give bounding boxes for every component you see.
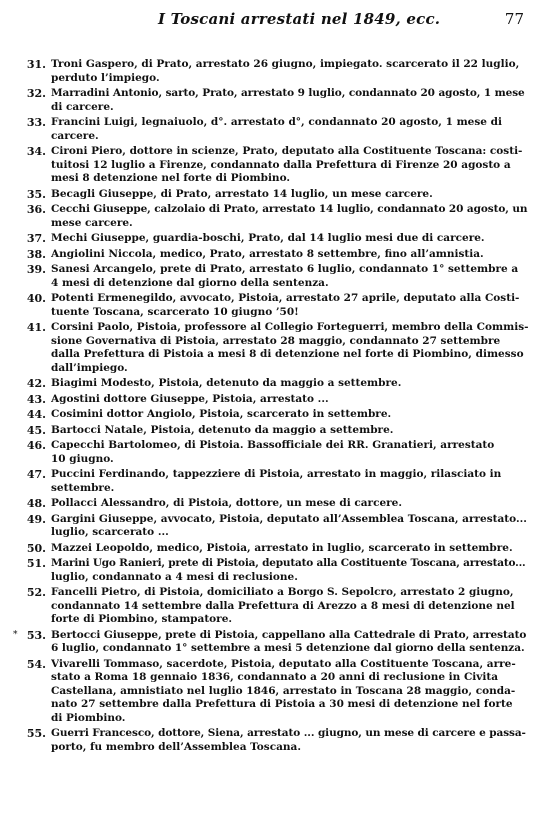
- page-number: 77: [504, 10, 524, 28]
- entry-line: Bartocci Natale, Pistoia, detenuto da maggio a settembre.: [51, 423, 394, 436]
- entry-line: di Piombino.: [51, 711, 126, 724]
- entry-line: Francini Luigi, legnaiuolo, d°. arrestato d°, condannato 20 agosto, 1 mese di: [51, 116, 502, 128]
- entry-line: Puccini Ferdinando, tappezziere di Pistoia, arrestato in maggio, rilasciato in: [51, 468, 502, 480]
- entry-line: Marini Ugo Ranieri, prete di Pistoia, deputato alla Costituente Toscana, arrestato...: [51, 557, 526, 569]
- entry-line: nato 27 settembre dalla Prefettura di Pistoia a 30 mesi di detenzione nel forte: [51, 698, 513, 710]
- entry-line: Marradini Antonio, sarto, Prato, arrestato 9 luglio, condannato 20 agosto, 1 mese: [51, 87, 525, 99]
- entry-number: 31.: [26, 58, 46, 71]
- entry-line: di carcere.: [51, 100, 114, 113]
- entry-line: mese carcere.: [51, 216, 133, 229]
- entry-number: 44.: [26, 408, 46, 421]
- entry-number: 37.: [26, 232, 46, 245]
- entry-number: 53.: [26, 628, 46, 642]
- entry-text: [51, 727, 528, 754]
- list-item: [0, 203, 550, 230]
- entry-line: Guerri Francesco, dottore, Siena, arrestato ... giugno, un mese di carcere e passa-: [51, 727, 526, 739]
- running-head: I Toscani arrestati nel 1849, ecc.: [158, 10, 441, 28]
- entry-text: [51, 542, 528, 556]
- entry-number: 54.: [26, 657, 46, 671]
- entry-line: dalla Prefettura di Pistoia a mesi 8 di detenzione nel forte di Piombino, dimesso: [51, 348, 524, 360]
- entry-line: Mazzei Leopoldo, medico, Pistoia, arrestato in luglio, scarcerato in settembre.: [51, 541, 513, 554]
- entry-line: 6 luglio, condannato 1° settembre a mesi 5 detenzione dal giorno della sentenza.: [51, 642, 525, 654]
- entry-line: Castellana, amnistiato nel luglio 1846, arrestato in Toscana 28 maggio, conda-: [51, 684, 516, 697]
- list-item: [0, 557, 550, 584]
- list-item: [0, 497, 550, 511]
- entry-number: 33.: [26, 116, 46, 129]
- list-item: [0, 321, 550, 375]
- entry-line: condannato 14 settembre dalla Prefettura di Arezzo a 8 mesi di detenzione nel: [51, 599, 515, 612]
- entry-line: porto, fu membro dell’Assemblea Toscana.: [51, 740, 301, 753]
- entry-line: Sanesi Arcangelo, prete di Prato, arrestato 6 luglio, condannato 1° settembre a: [51, 263, 519, 275]
- entry-number: 42.: [26, 377, 46, 390]
- list-item: [0, 377, 550, 391]
- entry-line: Bertocci Giuseppe, prete di Pistoia, cappellano alla Cattedrale di Prato, arrestato: [51, 628, 527, 641]
- entry-text: [51, 145, 528, 186]
- entry-text: [51, 188, 528, 202]
- entry-line: Becagli Giuseppe, di Prato, arrestato 14 luglio, un mese carcere.: [51, 187, 433, 200]
- list-item: [0, 468, 550, 495]
- entry-number: 40.: [26, 292, 46, 305]
- entry-number: 45.: [26, 423, 46, 437]
- list-item: [0, 586, 550, 627]
- list-item: [0, 116, 550, 143]
- entry-number: 50.: [26, 541, 46, 555]
- entry-line: luglio, scarcerato ...: [51, 526, 169, 538]
- entry-text: [51, 232, 528, 246]
- list-item: [0, 188, 550, 202]
- entry-number: 48.: [26, 497, 46, 510]
- entry-line: Fancelli Pietro, di Pistoia, domiciliato a Borgo S. Sepolcro, arrestato 2 giugno,: [51, 586, 514, 598]
- entry-text: [51, 292, 528, 319]
- entry-text: [51, 557, 528, 584]
- entry-line: 4 mesi di detenzione dal giorno della sentenza.: [51, 276, 329, 289]
- entry-line: mesi 8 detenzione nel forte di Piombino.: [51, 172, 291, 184]
- entry-line: Biagimi Modesto, Pistoia, detenuto da maggio a settembre.: [51, 377, 402, 389]
- list-item: [0, 248, 550, 262]
- list-item: [0, 232, 550, 246]
- entry-line: Potenti Ermenegildo, avvocato, Pistoia, arrestato 27 aprile, deputato alla Costi-: [51, 292, 520, 304]
- list-item: [0, 542, 550, 556]
- entry-text: [51, 439, 528, 466]
- entry-number: 32.: [26, 87, 46, 100]
- entry-line: tuitosi 12 luglio a Firenze, condannato dalla Prefettura di Firenze 20 agosto a: [51, 158, 511, 171]
- entry-line: perduto l’impiego.: [51, 71, 160, 84]
- entry-number: 47.: [26, 468, 46, 481]
- list-item: [0, 263, 550, 290]
- entry-text: [51, 629, 528, 656]
- entry-number: 52.: [26, 586, 46, 599]
- entry-line: stato a Roma 18 gennaio 1836, condannato a 20 anni di reclusione in Civita: [51, 671, 499, 683]
- entry-text: [51, 116, 528, 143]
- entry-line: Capecchi Bartolomeo, di Pistoia. Bassofficiale dei RR. Granatieri, arrestato: [51, 439, 495, 451]
- entry-line: settembre.: [51, 481, 115, 494]
- list-item: [0, 87, 550, 114]
- list-item: [0, 292, 550, 319]
- entry-text: [51, 248, 528, 262]
- entry-text: [51, 468, 528, 495]
- entry-line: Agostini dottore Giuseppe, Pistoia, arrestato ...: [51, 392, 329, 405]
- entry-text: [51, 58, 528, 85]
- entry-text: [51, 377, 528, 391]
- entry-line: 10 giugno.: [51, 452, 114, 465]
- entry-line: forte di Piombino, stampatore.: [51, 613, 233, 625]
- entry-number: 55.: [26, 727, 46, 740]
- entry-line: Pollacci Alessandro, di Pistoia, dottore, un mese di carcere.: [51, 497, 403, 509]
- entry-line: Troni Gaspero, di Prato, arrestato 26 giugno, impiegato. scarcerato il 22 luglio,: [51, 58, 520, 70]
- entry-text: [51, 658, 528, 726]
- list-item: [0, 408, 550, 422]
- entry-number: 51.: [26, 557, 46, 570]
- entry-number: 49.: [26, 512, 46, 526]
- entry-line: Cecchi Giuseppe, calzolaio di Prato, arrestato 14 luglio, condannato 20 agosto, un: [51, 203, 528, 215]
- entry-line: Gargini Giuseppe, avvocato, Pistoia, deputato all’Assemblea Toscana, arrestato...: [51, 512, 527, 525]
- entry-number: 35.: [26, 187, 46, 201]
- list-item: [0, 727, 550, 754]
- page-header: [0, 10, 550, 30]
- entry-text: [51, 321, 528, 375]
- entry-text: [51, 424, 528, 438]
- entry-number: 38.: [26, 247, 46, 261]
- entry-list: [0, 58, 550, 756]
- entry-line: dall’impiego.: [51, 361, 128, 374]
- entry-text: [51, 87, 528, 114]
- entry-number: 43.: [26, 392, 46, 406]
- entry-text: [51, 513, 528, 540]
- entry-line: Angiolini Niccola, medico, Prato, arrestato 8 settembre, fino all’amnistia.: [51, 247, 484, 260]
- list-item: [0, 439, 550, 466]
- entry-line: tuente Toscana, scarcerato 10 giugno ’50!: [51, 305, 299, 318]
- entry-text: [51, 497, 528, 511]
- entry-text: [51, 586, 528, 627]
- entry-line: carcere.: [51, 129, 99, 142]
- entry-line: Cosimini dottor Angiolo, Pistoia, scarcerato in settembre.: [51, 408, 392, 420]
- entry-number: 46.: [26, 439, 46, 452]
- list-item: [0, 145, 550, 186]
- entry-number: 39.: [26, 263, 46, 276]
- entry-line: luglio, condannato a 4 mesi di reclusione.: [51, 570, 298, 583]
- list-item: [0, 424, 550, 438]
- entry-text: [51, 393, 528, 407]
- entry-text: [51, 408, 528, 422]
- list-item: [0, 658, 550, 726]
- entry-text: [51, 203, 528, 230]
- entry-line: sione Governativa di Pistoia, arrestato 28 maggio, condannato 27 settembre: [51, 334, 501, 347]
- list-item: [0, 58, 550, 85]
- entry-line: Mechi Giuseppe, guardia-boschi, Prato, dal 14 luglio mesi due di carcere.: [51, 232, 485, 244]
- entry-text: [51, 263, 528, 290]
- list-item: [0, 513, 550, 540]
- list-item: [0, 629, 550, 656]
- entry-number: 34.: [26, 145, 46, 158]
- entry-line: Cironi Piero, dottore in scienze, Prato, deputato alla Costituente Toscana: costi-: [51, 145, 523, 157]
- list-item: [0, 393, 550, 407]
- entry-mark: *: [13, 629, 18, 640]
- entry-number: 36.: [26, 203, 46, 216]
- entry-number: 41.: [26, 321, 46, 334]
- entry-line: Corsini Paolo, Pistoia, professore al Collegio Forteguerri, membro della Commis-: [51, 321, 528, 333]
- entry-line: Vivarelli Tommaso, sacerdote, Pistoia, deputato alla Costituente Toscana, arre-: [51, 657, 516, 670]
